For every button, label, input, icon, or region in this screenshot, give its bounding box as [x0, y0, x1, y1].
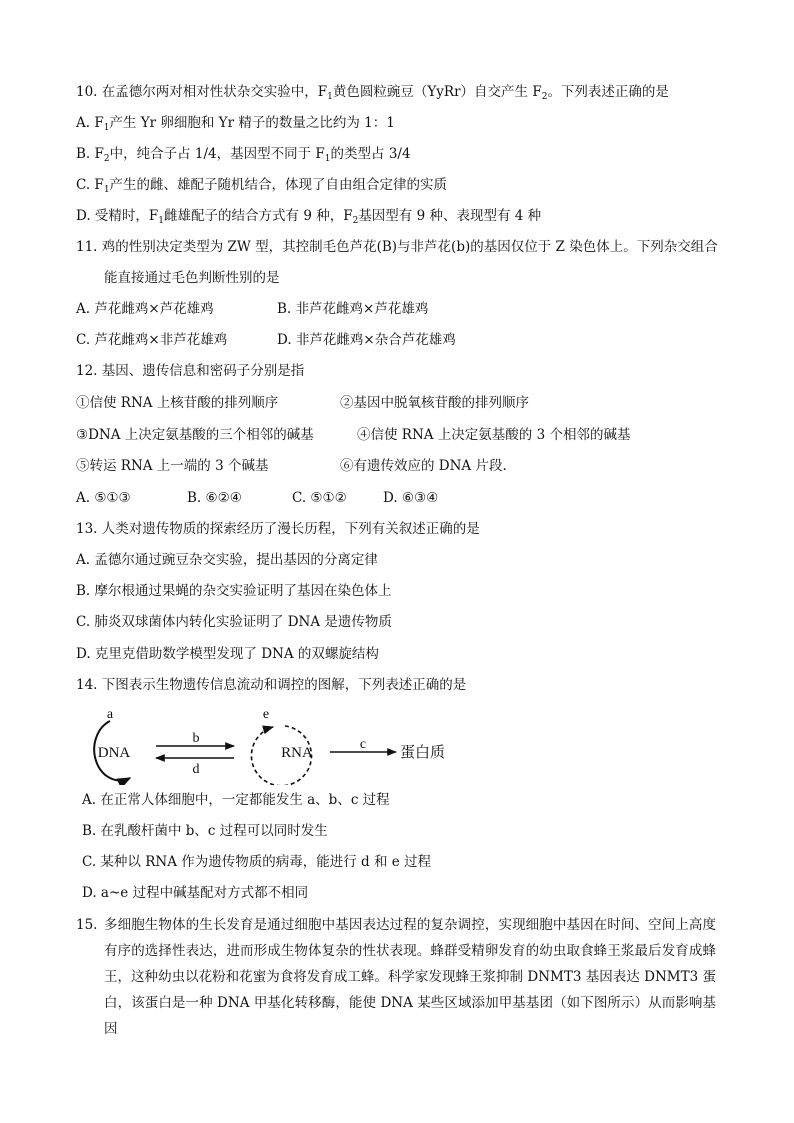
q12-item-4: ④信使 RNA 上决定氨基酸的 3 个相邻的碱基 — [357, 427, 631, 443]
q14-option-d: D. a~e 过程中碱基配对方式都不相同 — [82, 885, 309, 901]
q11-stem-line2: 能直接通过毛色判断性别的是 — [104, 270, 280, 286]
q13-stem: 13. 人类对遗传物质的探索经历了漫长历程，下列有关叙述正确的是 — [76, 521, 480, 537]
protein-label: 蛋白质 — [400, 745, 446, 761]
q10-option-a: A. $F_1$产生 Yr 卵细胞和 Yr 精子的数量之比约为 1：1 — [76, 115, 395, 133]
q12-item-1: ①信使 RNA 上核苷酸的排列顺序 — [76, 395, 279, 411]
q11-option-a: A. 芦花雌鸡×芦花雄鸡 — [76, 301, 214, 317]
q15-paragraph — [76, 912, 716, 1042]
q15-text: 多细胞生物体的生长发育是通过细胞中基因表达过程的复杂调控，实现细胞中基因在时间、空间上高度有序的选择性表达，进而形成生物体复杂的性状表现。蜂群受精卵发育的幼虫取食蜂王浆最后发育成蜂王，这种幼虫以花粉和花蜜为食将发育成工蜂。科学家发现蜂王浆抑制 DNMT3 基因表达 DNMT3 蛋白，该蛋白是一种 DNA 甲基化转移酶，能使 DNA 某些区域添加甲基基团（如下图所示）从而影响基因 — [104, 917, 716, 1037]
q13-option-d: D. 克里克借助数学模型发现了 DNA 的双螺旋结构 — [76, 646, 379, 662]
q12-item-2: ②基因中脱氧核苷酸的排列顺序 — [340, 395, 529, 411]
q10-option-b: B. $F_2$中，纯合子占 1/4，基因型不同于 $F_1$的类型占 3/4 — [76, 146, 411, 164]
q14-option-c: C. 某种以 RNA 作为遗传物质的病毒，能进行 d 和 e 过程 — [82, 854, 432, 870]
q12-option-c: C. ⑤①② — [292, 490, 347, 506]
q12-item-3: ③DNA 上决定氨基酸的三个相邻的碱基 — [76, 427, 314, 443]
q10-option-d: D. 受精时，$F_1$雌雄配子的结合方式有 9 种，$F_2$基因型有 9 种、表现型有 4 种 — [76, 208, 542, 226]
label-a: a — [106, 707, 114, 722]
q12-option-d: D. ⑥③④ — [383, 490, 439, 506]
q13-option-b: B. 摩尔根通过果蝇的杂交实验证明了基因在染色体上 — [76, 583, 392, 599]
q12-item-6: ⑥有遗传效应的 DNA 片段. — [340, 458, 507, 474]
q14-option-b: B. 在乳酸杆菌中 b、c 过程可以同时发生 — [82, 823, 328, 839]
q15-number: 15. — [76, 917, 98, 933]
q13-option-c: C. 肺炎双球菌体内转化实验证明了 DNA 是遗传物质 — [76, 614, 392, 630]
q11-option-c: C. 芦花雌鸡×非芦花雄鸡 — [76, 332, 228, 348]
q13-option-a: A. 孟德尔通过豌豆杂交实验，提出基因的分离定律 — [76, 552, 378, 568]
q14-option-a: A. 在正常人体细胞中，一定都能发生 a、b、c 过程 — [82, 792, 390, 808]
q12-option-a: A. ⑤①③ — [76, 490, 131, 506]
rna-label: RNA — [281, 745, 313, 761]
label-b: b — [192, 731, 200, 746]
q14-stem: 14. 下图表示生物遗传信息流动和调控的图解，下列表述正确的是 — [76, 677, 467, 693]
q11-option-d: D. 非芦花雌鸡×杂合芦花雄鸡 — [277, 332, 456, 348]
label-e: e — [262, 707, 270, 722]
q10-stem: 10. 在孟德尔两对相对性状杂交实验中，$F_1$黄色圆粒豌豆（YyRr）自交产生 $F_2$。下列表述正确的是 — [76, 84, 669, 102]
q12-item-5: ⑤转运 RNA 上一端的 3 个碱基 — [76, 458, 269, 474]
central-dogma-diagram — [80, 703, 480, 785]
q10-option-c: C. $F_1$产生的雌、雄配子随机结合，体现了自由组合定律的实质 — [76, 177, 448, 195]
q12-option-b: B. ⑥②④ — [187, 490, 242, 506]
q11-option-b: B. 非芦花雌鸡×芦花雄鸡 — [277, 301, 429, 317]
dna-label: DNA — [97, 745, 131, 761]
label-d: d — [192, 762, 200, 777]
q11-stem-line1: 11. 鸡的性别决定类型为 ZW 型，其控制毛色芦花(B)与非芦花(b)的基因仅位于 Z 染色体上。下列杂交组合 — [76, 239, 718, 255]
q12-stem: 12. 基因、遗传信息和密码子分别是指 — [76, 363, 305, 379]
label-c: c — [359, 737, 367, 752]
